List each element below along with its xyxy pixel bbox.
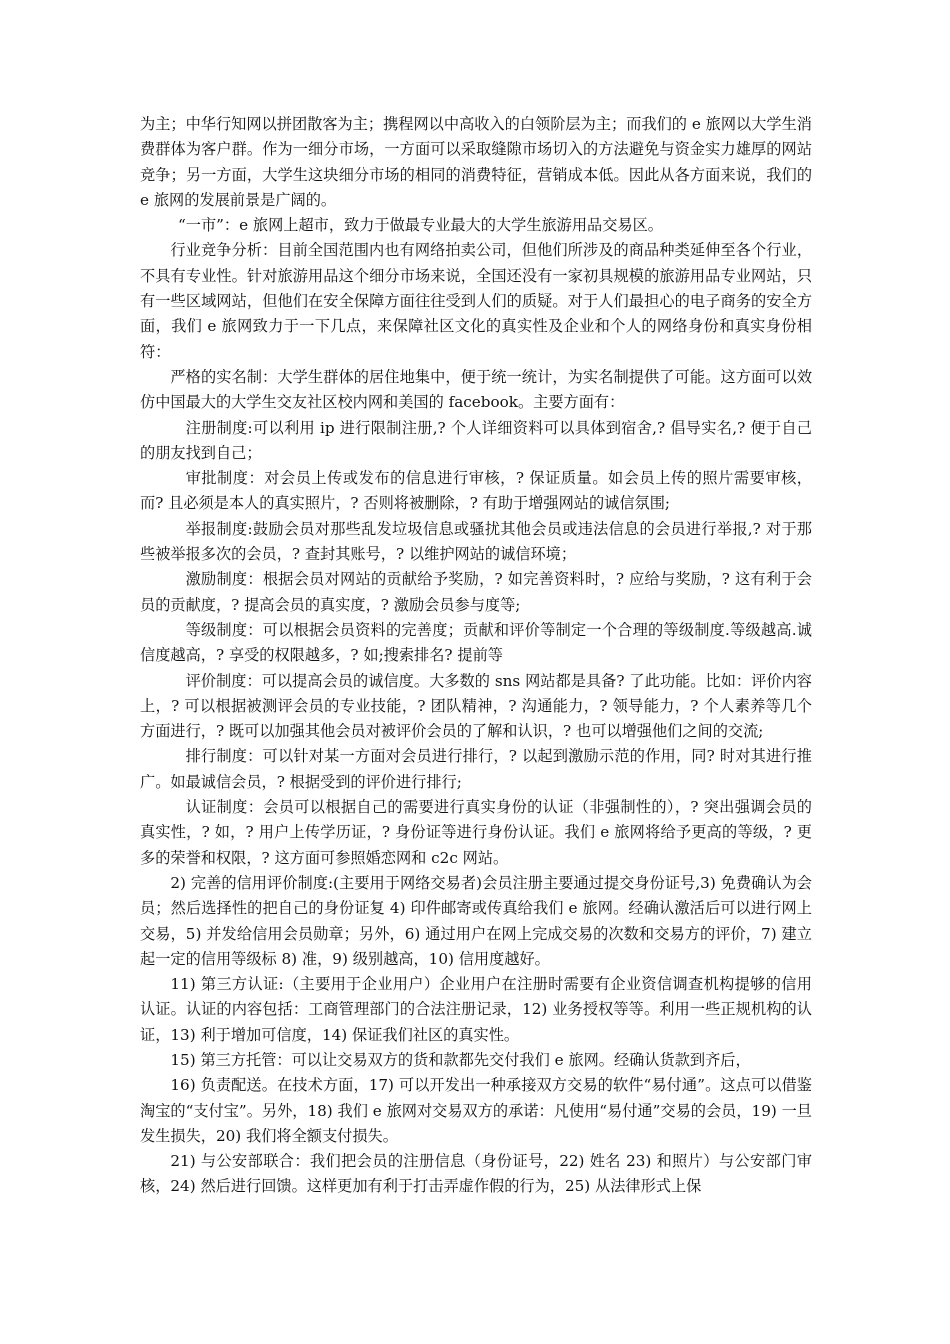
paragraph-third-party-certification: 11) 第三方认证:（主要用于企业用户）企业用户在注册时需要有企业资信调查机构提够的信用认证。认证的内容包括：工商管理部门的合法注册记录，12) 业务授权等等。利用一些正规机构的认证，13) 利于增加可信度，14) 保证我们社区的真实性。 xyxy=(140,975,812,1044)
paragraph-certification-system: 认证制度：会员可以根据自己的需要进行真实身份的认证（非强制性的），? 突出强调会员的真实性，? 如，? 用户上传学历证，? 身份证等进行身份认证。我们 e 旅网将给予更高的等级，? 更多的荣誉和权限，? 这方面可参照婚恋网和 c2c 网站。 xyxy=(140,798,812,867)
paragraph-yishi: “一市”：e 旅网上超市，致力于做最专业最大的大学生旅游用品交易区。 xyxy=(178,216,663,235)
paragraph-target-market: 为主；中华行知网以拼团散客为主；携程网以中高收入的白领阶层为主；而我们的 e 旅网以大学生消费群体为客户群。作为一细分市场，一方面可以采取缝隙市场切入的方法避免与资金实力雄厚的网站竞争；另一方面，大学生这块细分市场的相同的消费特征，营销成本低。因此从各方面来说，我们的 e 旅网的发展前景是广阔的。 xyxy=(140,115,812,209)
paragraph-delivery-yifutong: 16) 负责配送。在技术方面，17) 可以开发出一种承接双方交易的软件“易付通”。这点可以借鉴淘宝的“支付宝”。另外，18) 我们 e 旅网对交易双方的承诺：凡使用“易付通”交易的会员，19) 一旦发生损失，20) 我们将全额支付损失。 xyxy=(140,1076,812,1145)
paragraph-incentive-system: 激励制度：根据会员对网站的贡献给予奖励，? 如完善资料时，? 应给与奖励，? 这有利于会员的贡献度，? 提高会员的真实度，? 激励会员参与度等; xyxy=(140,570,812,614)
paragraph-police-cooperation: 21) 与公安部联合：我们把会员的注册信息（身份证号，22) 姓名 23) 和照片）与公安部门审核，24) 然后进行回馈。这样更加有利于打击弄虚作假的行为，25) 从法律形式上保 xyxy=(140,1152,812,1196)
paragraph-approval-system: 审批制度：对会员上传或发布的信息进行审核，? 保证质量。如会员上传的照片需要审核，而? 且必须是本人的真实照片，? 否则将被删除，? 有助于增强网站的诚信氛围; xyxy=(140,469,812,513)
paragraph-level-system: 等级制度：可以根据会员资料的完善度；贡献和评价等制定一个合理的等级制度.等级越高.诚信度越高，? 享受的权限越多，? 如;搜索排名? 提前等 xyxy=(140,620,812,665)
paragraph-real-name-system: 严格的实名制：大学生群体的居住地集中，便于统一统计，为实名制提供了可能。这方面可以效仿中国最大的大学生交友社区校内网和美国的 facebook。主要方面有： xyxy=(140,367,812,412)
paragraph-evaluation-system: 评价制度：可以提高会员的诚信度。大多数的 sns 网站都是具备? 了此功能。比如：评价内容上，? 可以根据被测评会员的专业技能，? 团队精神，? 沟通能力，? 领导能力，? 个人素养等几个方面进行，? 既可以加强其他会员对被评价会员的了解和认识，? 也可以增强他们之间的交流; xyxy=(140,671,812,741)
paragraph-credit-evaluation: 2) 完善的信用评价制度:(主要用于网络交易者)会员注册主要通过提交身份证号,3) 免费确认为会员；然后选择性的把自己的身份证复 4) 印件邮寄或传真给我们 e 旅网。经确认激活后可以进行网上交易，5) 并发给信用会员勋章；另外，6) 通过用户在网上完成交易的次数和交易方的评价，7) 建立起一定的信用等级标 8) 准，9) 级别越高，10) 信用度越好。 xyxy=(140,873,812,968)
paragraph-competition-analysis: 行业竞争分析：目前全国范围内也有网络拍卖公司，但他们所涉及的商品种类延伸至各个行业，不具有专业性。针对旅游用品这个细分市场来说，全国还没有一家初具规模的旅游用品专业网站，只有一些区域网站，但他们在安全保障方面往往受到人们的质疑。对于人们最担心的电子商务的安全方面，我们 e 旅网致力于一下几点，来保障社区文化的真实性及企业和个人的网络身份和真实身份相符： xyxy=(140,241,812,361)
paragraph-registration-system: 注册制度:可以利用 ip 进行限制注册,? 个人详细资料可以具体到宿舍,? 倡导实名,? 便于自己的朋友找到自己； xyxy=(140,418,812,462)
paragraph-third-party-escrow: 15) 第三方托管：可以让交易双方的货和款都先交付我们 e 旅网。经确认货款到齐后， xyxy=(170,1050,751,1069)
paragraph-ranking-system: 排行制度：可以针对某一方面对会员进行排行，? 以起到激励示范的作用，同? 时对其进行推广。如最诚信会员，? 根据受到的评价进行排行; xyxy=(140,747,812,791)
document-body xyxy=(140,112,812,1200)
paragraph-report-system: 举报制度:鼓励会员对那些乱发垃圾信息或骚扰其他会员或违法信息的会员进行举报,? 对于那些被举报多次的会员，? 查封其账号，? 以维护网站的诚信环境； xyxy=(140,519,812,564)
